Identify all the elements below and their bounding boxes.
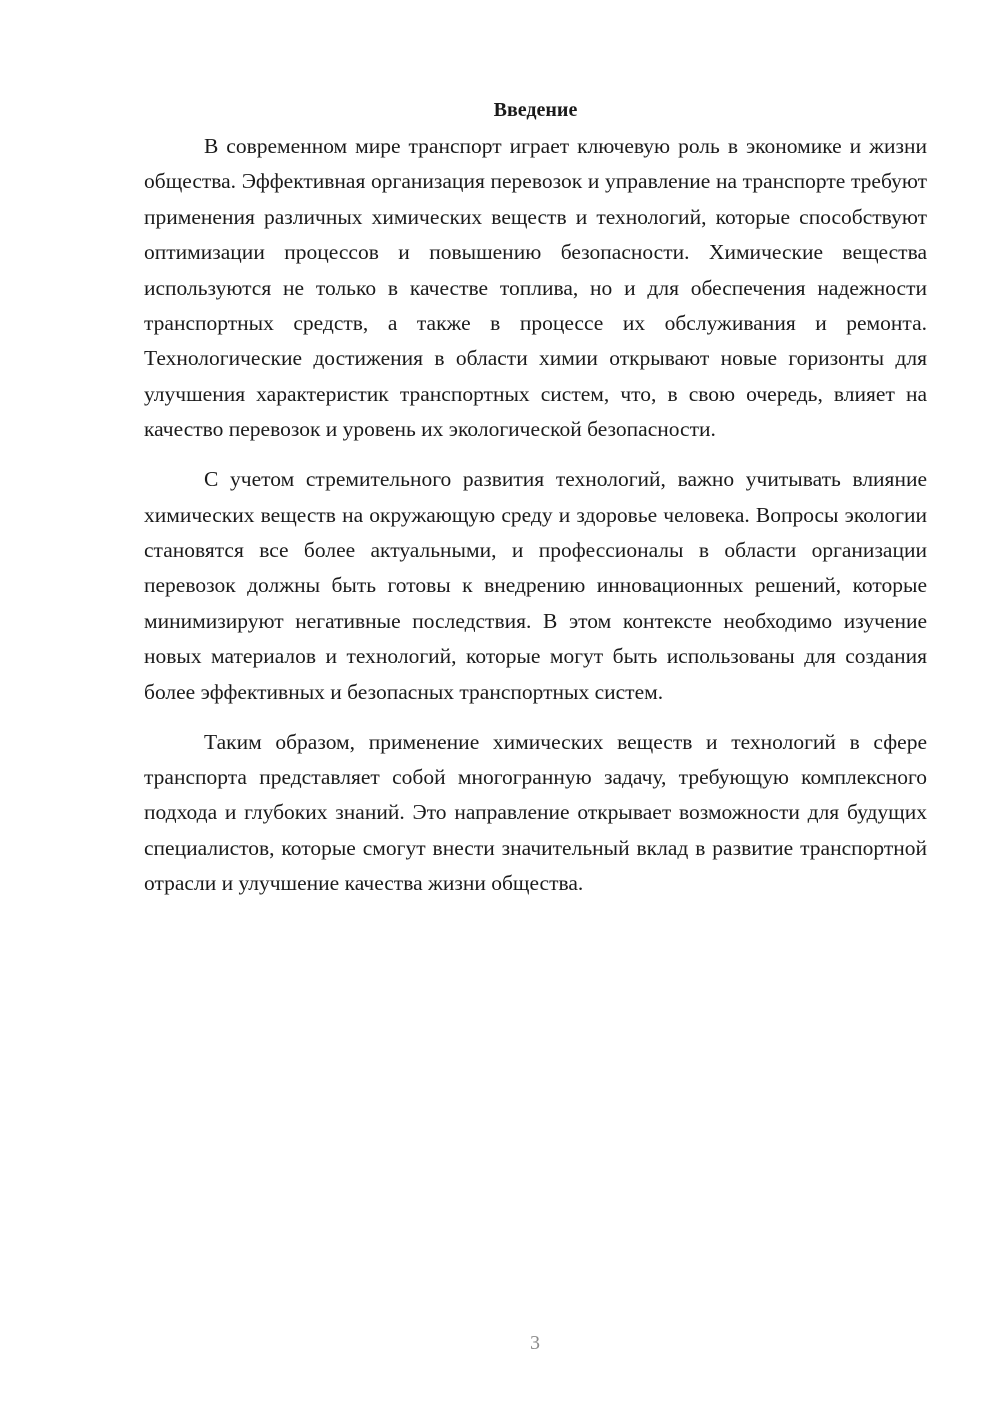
page-content — [144, 96, 927, 916]
page-number: 3 — [530, 1332, 540, 1354]
section-title: Введение — [493, 99, 578, 121]
paragraph-3: Таким образом, применение химических веществ и технологий в сфере транспорта представляет собой многогранную задачу, требующую комплексного подхода и глубоких знаний. Это направление открывает возможности для будущих специалистов, которые смогут внести значительный вклад в развитие транспортной отрасли и улучшение качества жизни общества. — [144, 729, 927, 896]
paragraph-2: С учетом стремительного развития технологий, важно учитывать влияние химических веществ на окружающую среду и здоровье человека. Вопросы экологии становятся все более актуальными, и профессионалы в области организации перевозок должны быть готовы к внедрению инновационных решений, которые минимизируют негативные последствия. В этом контексте необходимо изучение новых материалов и технологий, которые могут быть использованы для создания более эффективных и безопасных транспортных систем. — [144, 467, 927, 704]
paragraph-1: В современном мире транспорт играет ключевую роль в экономике и жизни общества. Эффективная организация перевозок и управление на транспорте требуют применения различных химических веществ и технологий, которые способствуют оптимизации процессов и повышению безопасности. Химические вещества используются не только в качестве топлива, но и для обеспечения надежности транспортных средств, а также в процессе их обслуживания и ремонта. Технологические достижения в области химии открывают новые горизонты для улучшения характеристик транспортных систем, что, в свою очередь, влияет на качество перевозок и уровень их экологической безопасности. — [144, 134, 927, 442]
